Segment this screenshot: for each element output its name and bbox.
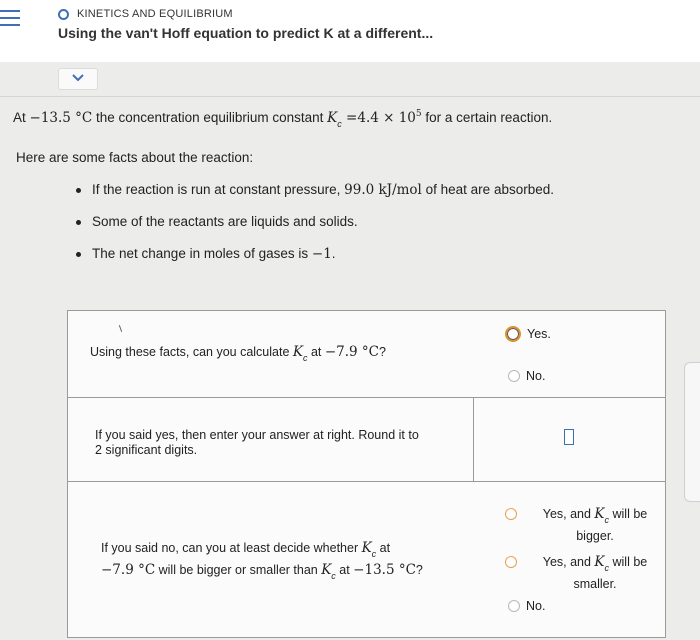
- option-bigger[interactable]: Yes, and $K_c$ will be bigger.: [505, 504, 665, 547]
- chevron-down-icon: [71, 73, 85, 83]
- question-row-1: [68, 311, 665, 398]
- radio-no[interactable]: [508, 370, 520, 382]
- radio-smaller[interactable]: [505, 556, 517, 568]
- column-divider: [473, 398, 474, 482]
- facts-list: [76, 182, 554, 278]
- question-3-text: If you said no, can you at least decide whether $K_c$ at −7.9 °C will be bigger or smaller than $K_c$ at −13.5 °C?: [101, 540, 423, 581]
- problem-statement: At −13.5 °C the concentration equilibrium constant $K_c =4.4 \times 10^5$ for a certain reaction.: [13, 109, 553, 129]
- fact-item: If the reaction is run at constant pressure, 99.0 kJ/mol of heat are absorbed.: [76, 182, 554, 214]
- question-row-2: [68, 398, 665, 482]
- divider: [0, 96, 700, 97]
- option-no-decide[interactable]: No.: [508, 599, 545, 613]
- content-area: [0, 62, 700, 640]
- fact-item: The net change in moles of gases is −1.: [76, 246, 554, 278]
- radio-yes[interactable]: [505, 326, 521, 342]
- facts-heading: Here are some facts about the reaction:: [16, 150, 254, 165]
- topic-circle-icon: [58, 9, 69, 20]
- answer-input[interactable]: [564, 429, 574, 445]
- stray-mark: [119, 325, 122, 332]
- expand-toggle[interactable]: [58, 68, 98, 90]
- page-title: Using the van't Hoff equation to predict K at a different...: [58, 25, 434, 41]
- question-row-3: [68, 482, 665, 638]
- topic-row: [58, 8, 233, 20]
- radio-no-decide[interactable]: [508, 600, 520, 612]
- fact-item: Some of the reactants are liquids and solids.: [76, 214, 554, 246]
- menu-icon[interactable]: [0, 10, 22, 32]
- option-smaller[interactable]: Yes, and $K_c$ will be smaller.: [505, 552, 665, 595]
- option-yes[interactable]: Yes.: [505, 326, 551, 342]
- side-scroll-tab[interactable]: [684, 362, 700, 502]
- radio-bigger[interactable]: [505, 508, 517, 520]
- question-1-text: Using these facts, can you calculate $K_c$ at −7.9 °C?: [90, 344, 386, 363]
- question-table: [67, 310, 666, 638]
- header: [0, 0, 700, 62]
- option-no[interactable]: No.: [508, 369, 545, 383]
- question-2-text: If you said yes, then enter your answer at right. Round it to 2 significant digits.: [95, 428, 419, 457]
- topic-label: KINETICS AND EQUILIBRIUM: [77, 8, 233, 20]
